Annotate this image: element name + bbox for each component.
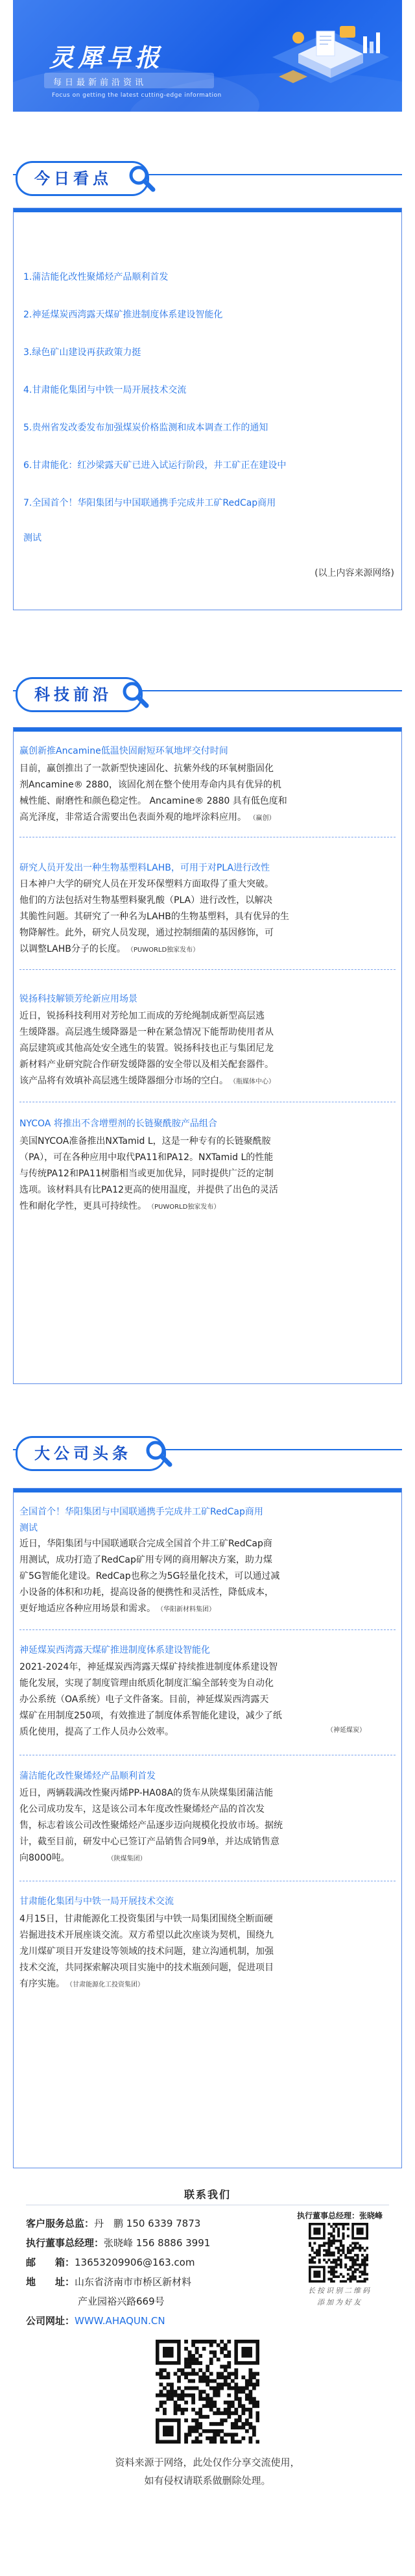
source-label: （神延煤炭） <box>327 1727 366 1734</box>
body-line: 矿5G智能化建设。RedCap也称之为5G轻量化技术，可以通过减 <box>19 1571 280 1581</box>
today-item-7-line1[interactable]: 7.全国首个！华阳集团与中国联通携手完成井工矿RedCap商用 <box>23 498 276 508</box>
box-top-bar <box>14 728 401 732</box>
body-line: 选项。该材料具有比PA12更高的使用温度，并提供了出色的灵活 <box>19 1185 278 1195</box>
contact-address-line2: 产业园裕兴路669号 <box>78 2296 165 2307</box>
section-title-bigco: 大公司头条 <box>16 1436 166 1471</box>
contact-email <box>26 2255 195 2269</box>
tech-article-4-headline[interactable]: NYCOA 将推出不含增塑剂的长链聚酰胺产品组合 <box>19 1119 217 1129</box>
body-line: 更好地适应各种应用场景和需求。 <box>19 1604 151 1614</box>
label: 地 址： <box>26 2276 75 2288</box>
contact-exec-director <box>26 2236 210 2249</box>
today-item-3[interactable]: 3.绿色矿山建设再获政策力挺 <box>23 347 141 358</box>
today-item-1[interactable]: 1.蒲洁能化改性聚烯烃产品顺利首发 <box>23 272 169 282</box>
body-line: 用测试，成功打造了RedCap矿用专网的商用解决方案，助力煤 <box>19 1555 272 1565</box>
email-link[interactable]: 13653209906@163.com <box>75 2257 195 2268</box>
header-banner <box>13 0 402 112</box>
today-item-2[interactable]: 2.神延煤炭西湾露天煤矿推进制度体系建设智能化 <box>23 310 223 320</box>
bigco-article-1-headline-1[interactable]: 全国首个！华阳集团与中国联通携手完成井工矿RedCap商用 <box>19 1507 263 1517</box>
body-line: 剂Ancamine® 2880，该固化剂在整个使用寿命内具有优异的机 <box>19 780 281 790</box>
bigco-article-4-headline[interactable]: 甘肃能化集团与中铁一局开展技术交流 <box>19 1896 174 1907</box>
qr-pattern <box>309 2223 368 2283</box>
body-line: 能化发展，实现了制度管理由纸质化制度汇编全部转变为自动化 <box>19 1678 274 1689</box>
body-line: 高层建筑或其他高处安全逃生的装置。锐扬科技也正与集团尼龙 <box>19 1043 274 1054</box>
bigco-article-1-body <box>19 1536 397 1618</box>
body-line: 性和耐化学性，更具可持续性。 <box>19 1201 142 1211</box>
footer-line-2: 如有侵权请联系做删除处理。 <box>144 2475 271 2486</box>
tech-article-1-body <box>19 761 397 826</box>
label: 客户服务总监： <box>26 2218 95 2229</box>
source-label: （赢创） <box>249 815 276 822</box>
dashed-separator <box>19 1629 396 1630</box>
qr-code-large-image[interactable] <box>156 2340 259 2444</box>
value: 山东省济南市市桥区新材料 <box>75 2276 192 2288</box>
today-item-5[interactable]: 5.贵州省发改委发布加强煤炭价格监测和成本调查工作的通知 <box>23 423 268 433</box>
body-line: 煤矿在用制度250项，有效推进了制度体系智能化建设，减少了纸 <box>19 1711 282 1721</box>
body-line: 计，截至目前，研发中心已签订产品销售合同9单，并达成销售意 <box>19 1837 279 1847</box>
body-line: 近日，两辆载满改性聚丙烯PP-HA08A的货车从陕煤集团蒲洁能 <box>19 1788 274 1798</box>
tech-article-2-headline[interactable]: 研究人员开发出一种生物基塑料LAHB，可用于对PLA进行改性 <box>19 863 270 873</box>
source-label: （华阳新材料集团） <box>160 1606 215 1613</box>
label: 执行董事总经理： <box>26 2237 104 2249</box>
body-line: 其脆性问题。其研究了一种名为LAHB的生物基塑料，具有优异的生 <box>19 911 289 922</box>
qr-code-image[interactable] <box>309 2223 368 2283</box>
qr-caption-1: 长按识别二维码 <box>308 2286 372 2295</box>
body-line: 目前，赢创推出了一款新型快速固化、抗紫外线的环氧树脂固化 <box>19 763 274 774</box>
today-item-6[interactable]: 6.甘肃能化：红沙梁露天矿已进入试运行阶段，井工矿正在建设中 <box>23 460 287 471</box>
bigco-article-3-body <box>19 1785 397 1867</box>
body-line: 美国NYCOA准备推出NXTamid L，这是一种专有的长链聚酰胺 <box>19 1136 271 1146</box>
body-line: 物降解性。此外，研究人员发现，通过控制细菌的基因修饰，可 <box>19 928 274 938</box>
today-source-note: (以上内容来源网络) <box>314 568 394 578</box>
body-line: 新材料产业研究院合作研发缓降器的安全带以及相关配套器件。 <box>19 1059 274 1070</box>
brand-logo-text: 灵犀早报 <box>49 43 164 72</box>
body-line: 岩掘进技术开展座谈交流。双方希望以此次座谈为契机，围绕九 <box>19 1930 274 1940</box>
body-line: 技术交流，共同探索解决项目实施中的技术瓶颈问题，促进项目 <box>19 1963 274 1973</box>
source-label: （PUWORLD独家发布） <box>151 1204 220 1211</box>
box-top-bar <box>14 1489 401 1492</box>
body-line: 近日，锐扬科技利用对芳纶加工而成的芳纶绳制成新型高层逃 <box>19 1011 265 1021</box>
qr-title: 执行董事总经理：张晓峰 <box>296 2211 383 2220</box>
box-top-bar <box>14 208 401 212</box>
tech-article-3-headline[interactable]: 锐扬科技解锁芳纶新应用场景 <box>19 994 137 1004</box>
footer-line-1: 资料来源于网络，此处仅作分享交流使用， <box>115 2457 300 2468</box>
body-line: 化公司成功发车，这是该公司本年度改性聚烯烃产品的首次发 <box>19 1804 265 1814</box>
label: 邮 箱： <box>26 2257 75 2268</box>
contact-service-director <box>26 2216 200 2230</box>
body-line: 以调整LAHB分子的长度。 <box>19 944 121 954</box>
body-line: 办公系统（OA系统）电子文件备案。目前，神延煤炭西湾露天 <box>19 1694 269 1705</box>
source-label: （甘肃能源化工投资集团） <box>69 1981 144 1988</box>
body-line: 小设备的体积和功耗，提高设备的便携性和灵活性，降低成本， <box>19 1587 274 1598</box>
body-line: 4月15日，甘肃能源化工投资集团与中铁一局集团围绕全断面硬 <box>19 1914 273 1924</box>
website-link[interactable]: WWW.AHAQUN.CN <box>75 2315 165 2327</box>
body-line: 近日，华阳集团与中国联通联合完成全国首个井工矿RedCap商 <box>19 1539 272 1549</box>
body-line: （PA），可在各种应用中取代PA11和PA12。NXTamid L的性能 <box>19 1152 274 1163</box>
qr-pattern <box>156 2340 259 2444</box>
body-line: 与传统PA12和PA11树脂相当或更加优异，同时提供广泛的定制 <box>19 1169 274 1179</box>
bigco-article-1-headline-2[interactable]: 测试 <box>19 1523 38 1533</box>
source-label: （陕煤集团） <box>110 1855 147 1863</box>
contact-website <box>26 2314 165 2327</box>
value: 张晓峰 156 8886 3991 <box>104 2237 211 2249</box>
source-label: （PUWORLD独家发布） <box>130 947 200 954</box>
magnifier-icon <box>144 1439 172 1467</box>
tagline-text: Focus on getting the latest cutting-edge information <box>52 92 222 99</box>
body-line: 生缓降器。高层逃生缓降器是一种在紧急情况下能帮助使用者从 <box>19 1027 274 1037</box>
tech-article-2-body <box>19 876 397 958</box>
bigco-article-4-body <box>19 1911 397 1993</box>
slogan-text: 每日最新前沿资讯 <box>53 78 147 88</box>
body-line: 他们的方法包括对生物基塑料聚乳酸（PLA）进行改性，以解决 <box>19 895 273 906</box>
body-line: 龙川煤矿项目开发建设等领域的技术问题，建立沟通机制，加强 <box>19 1946 274 1957</box>
today-item-7-line2[interactable]: 测试 <box>23 533 42 543</box>
tech-article-1-headline[interactable]: 赢创新推Ancamine低温快固耐短环氧地坪交付时间 <box>19 746 228 756</box>
contact-address <box>26 2275 191 2288</box>
label: 公司网址： <box>26 2315 75 2327</box>
tech-article-4-body <box>19 1133 397 1215</box>
isometric-illustration-icon <box>259 18 402 103</box>
section-title-tech: 科技前沿 <box>16 677 143 712</box>
body-line: 有序实施。 <box>19 1979 60 1989</box>
body-line: 售，标志着该公司改性聚烯烃产品逐步迈向规模化投放市场。据统 <box>19 1820 283 1831</box>
source-label: （瓶媒体中心） <box>233 1078 275 1085</box>
body-line: 械性能、耐磨性和颜色稳定性。 Ancamine® 2880 具有低色度和 <box>19 796 287 806</box>
today-list-box <box>13 208 402 610</box>
dashed-separator <box>19 969 396 970</box>
bigco-article-3-headline[interactable]: 蒲洁能化改性聚烯烃产品顺利首发 <box>19 1771 156 1781</box>
body-line: 质化使用，提高了工作人员办公效率。 <box>19 1727 174 1737</box>
value: 丹 鹏 150 6339 7873 <box>94 2218 201 2229</box>
contact-title: 联系我们 <box>184 2188 231 2201</box>
qr-caption-2: 添加为好友 <box>317 2298 362 2307</box>
body-line: 该产品将有效填补高层逃生缓降器细分市场的空白。 <box>19 1076 224 1086</box>
body-line: 向8000吨。 <box>19 1853 65 1863</box>
body-line: 高光泽度，非常适合需要出色表面外观的地坪涂料应用。 <box>19 812 246 823</box>
tech-article-3-body <box>19 1008 397 1090</box>
body-line: 日本神户大学的研究人员在开发环保塑料方面取得了重大突破。 <box>19 879 274 889</box>
magnifier-icon <box>121 680 149 708</box>
today-item-4[interactable]: 4.甘肃能化集团与中铁一局开展技术交流 <box>23 385 187 395</box>
magnifier-icon <box>127 164 156 192</box>
bigco-article-2-headline[interactable]: 神延煤炭西湾露天煤矿推进制度体系建设智能化 <box>19 1645 210 1655</box>
section-title-today: 今日看点 <box>16 161 149 196</box>
body-line: 2021-2024年，神延煤炭西湾露天煤矿持续推进制度体系建设智 <box>19 1662 278 1672</box>
